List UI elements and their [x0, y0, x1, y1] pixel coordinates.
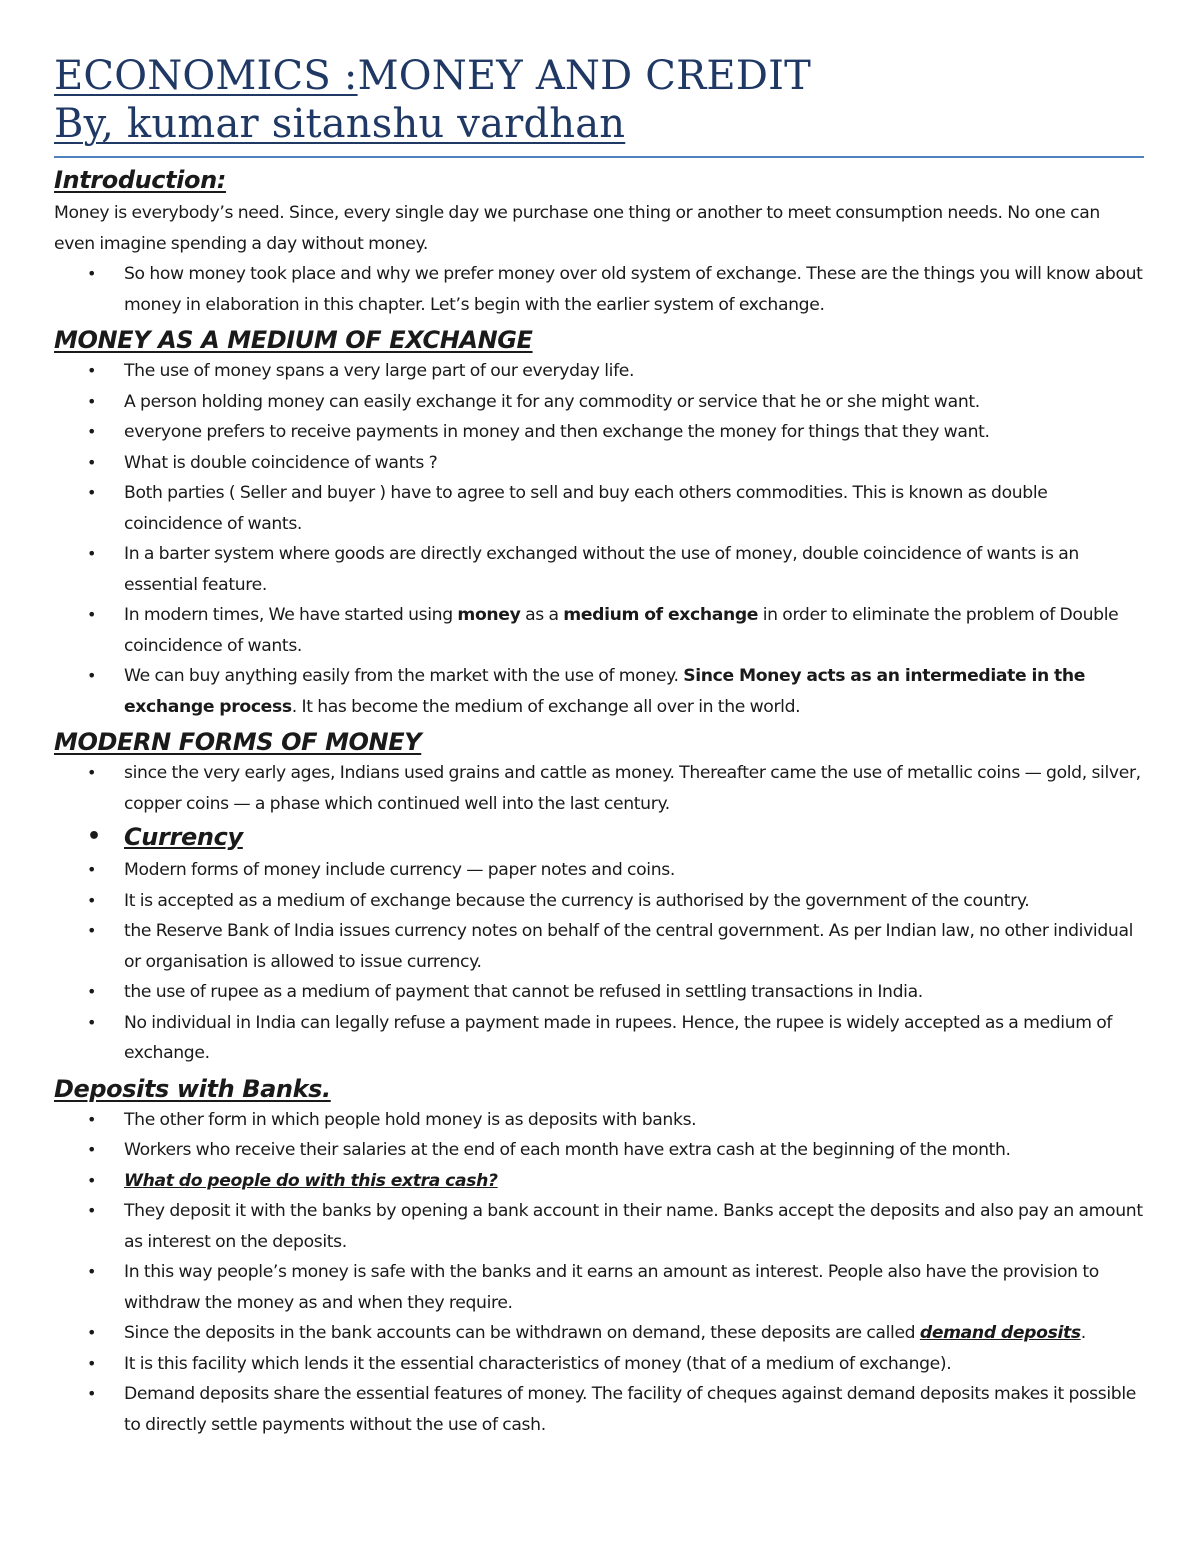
list-item: [54, 886, 1144, 917]
heading-introduction: Introduction:: [54, 166, 226, 194]
list-item: [54, 1105, 1144, 1136]
bullet-icon: •: [87, 1109, 97, 1129]
bullet-icon: •: [87, 605, 97, 624]
document-page: [54, 52, 1144, 1440]
list-item: [54, 259, 1144, 320]
intro-list: [54, 259, 1144, 320]
bullet-icon: •: [87, 452, 97, 472]
title-author: [54, 100, 1144, 148]
title-line-1: [54, 52, 1144, 100]
bullet-icon: •: [87, 982, 97, 1001]
list-item-text: everyone prefers to receive payments in money and then exchange the money for things that they want.: [124, 422, 990, 442]
bullet-icon: •: [87, 1170, 97, 1190]
list-item: [54, 539, 1144, 600]
list-item: [54, 855, 1144, 886]
list-item: [54, 1349, 1144, 1380]
subheading-currency: [54, 819, 1144, 855]
intro-paragraph: Money is everybody’s need. Since, every single day we purchase one thing or another to meet consumption needs. No one can even imagine spending a day without money.: [54, 203, 1100, 254]
bullet-icon: •: [87, 361, 97, 380]
bullet-icon: •: [87, 763, 97, 782]
bullet-icon: •: [87, 1384, 97, 1403]
list-item-text: In modern times, We have started using: [124, 605, 458, 625]
title-divider: [54, 156, 1144, 158]
list-item-text: We can buy anything easily from the market with the use of money.: [124, 666, 684, 686]
bullet-icon: •: [87, 483, 97, 502]
list-item: [54, 1379, 1144, 1440]
list-item-text: . It has become the medium of exchange all over in the world.: [291, 696, 801, 717]
list-item: [54, 1196, 1144, 1257]
bullet-icon: •: [87, 1353, 97, 1373]
list-item-text: In this way people’s money is safe with the banks and it earns an amount as interest. People also have the provision to withdraw the money as and when they require.: [124, 1262, 1099, 1313]
bullet-icon: •: [87, 1262, 97, 1281]
list-item-text: The other form in which people hold money is as deposits with banks.: [124, 1109, 697, 1130]
list-item-text: Since the deposits in the bank accounts can be withdrawn on demand, these deposits are called: [124, 1323, 920, 1343]
list-item-text: Workers who receive their salaries at the end of each month have extra cash at the beginning of the month.: [124, 1140, 1011, 1160]
list-item: [54, 387, 1144, 418]
list-item-text: It is accepted as a medium of exchange because the currency is authorised by the government of the country.: [124, 890, 1030, 911]
bullet-icon: •: [87, 544, 97, 563]
question-extra-cash: What do people do with this extra cash?: [124, 1170, 498, 1191]
list-item: [54, 661, 1144, 722]
bullet-icon: •: [87, 824, 101, 849]
term-demand-deposits: demand deposits: [919, 1323, 1081, 1343]
list-item: [54, 600, 1144, 661]
bullet-icon: •: [87, 860, 97, 879]
bullet-icon: •: [87, 1140, 97, 1159]
heading-deposits: Deposits with Banks.: [54, 1074, 331, 1103]
list-item-text: the Reserve Bank of India issues currency notes on behalf of the central government. As per Indian law, no other individual or organisation is allowed to issue currency.: [124, 921, 1134, 972]
heading-medium-of-exchange: MONEY AS A MEDIUM OF EXCHANGE: [54, 326, 533, 354]
list-item-text: Modern forms of money include currency — paper notes and coins.: [124, 860, 675, 880]
bullet-icon: •: [87, 921, 97, 940]
list-item: [54, 1257, 1144, 1318]
list-item-text: .: [1080, 1323, 1086, 1343]
bullet-icon: •: [87, 264, 97, 283]
list-item: [54, 448, 1144, 479]
list-item: [54, 916, 1144, 977]
list-item: [54, 758, 1144, 819]
title-subject: ECONOMICS :: [54, 53, 358, 99]
list-item: [54, 478, 1144, 539]
emphasis-money: money: [457, 605, 521, 625]
bullet-icon: •: [87, 666, 97, 685]
bullet-icon: •: [87, 422, 97, 441]
list-item-text: Demand deposits share the essential features of money. The facility of cheques against demand deposits makes it possible to directly settle payments without the use of cash.: [124, 1384, 1137, 1435]
list-item-text: since the very early ages, Indians used grains and cattle as money. Thereafter came the use of metallic coins — gold, silver, copper coins — a phase which continued well into the last century.: [124, 763, 1141, 814]
list-item: [54, 977, 1144, 1008]
heading-modern-forms: MODERN FORMS OF MONEY: [54, 728, 422, 756]
list-item-text: Both parties ( Seller and buyer ) have to agree to sell and buy each others commodities. This is known as double coincidence of wants.: [124, 483, 1048, 534]
modern-list: [54, 758, 1144, 1069]
document-title: [54, 52, 1144, 148]
bullet-icon: •: [87, 1323, 97, 1342]
list-item-text: In a barter system where goods are directly exchanged without the use of money, double coincidence of wants is an essential feature.: [124, 544, 1079, 595]
bullet-icon: •: [87, 1012, 97, 1032]
bullet-icon: •: [87, 391, 97, 411]
author-name: By, kumar sitanshu vardhan: [54, 101, 626, 147]
list-item-text: the use of rupee as a medium of payment that cannot be refused in settling transactions in India.: [124, 982, 923, 1002]
list-item: [54, 417, 1144, 448]
deposits-list: [54, 1105, 1144, 1441]
list-item-text: A person holding money can easily exchange it for any commodity or service that he or she might want.: [124, 391, 980, 412]
emphasis-medium-of-exchange: medium of exchange: [563, 605, 759, 625]
bullet-icon: •: [87, 890, 97, 910]
emphasis-intermediate: Since Money acts as an intermediate in the exchange process: [124, 666, 1086, 717]
list-item: [54, 356, 1144, 387]
list-item: [54, 1135, 1144, 1166]
list-item: [54, 1008, 1144, 1069]
title-chapter: MONEY AND CREDIT: [357, 53, 811, 99]
list-item: [54, 1166, 1144, 1197]
bullet-icon: •: [87, 1201, 97, 1220]
list-item-text: as a: [520, 605, 564, 625]
list-item-text: It is this facility which lends it the essential characteristics of money (that of a medium of exchange).: [124, 1353, 952, 1374]
currency-title: Currency: [124, 823, 243, 851]
medium-list: [54, 356, 1144, 722]
list-item-text: They deposit it with the banks by opening a bank account in their name. Banks accept the deposits and also pay an amount as interest on the deposits.: [124, 1201, 1143, 1252]
list-item: [54, 1318, 1144, 1349]
list-item-text: The use of money spans a very large part of our everyday life.: [124, 361, 635, 381]
list-item-text: No individual in India can legally refuse a payment made in rupees. Hence, the rupee is widely accepted as a medium of exchange.: [124, 1012, 1113, 1063]
list-item-text: in order to eliminate the problem of Double coincidence of wants.: [124, 605, 1119, 656]
list-item-text: So how money took place and why we prefer money over old system of exchange. These are the things you will know about money in elaboration in this chapter. Let’s begin with the earlier system of exchange.: [124, 264, 1143, 315]
list-item-text: What is double coincidence of wants ?: [124, 452, 438, 473]
